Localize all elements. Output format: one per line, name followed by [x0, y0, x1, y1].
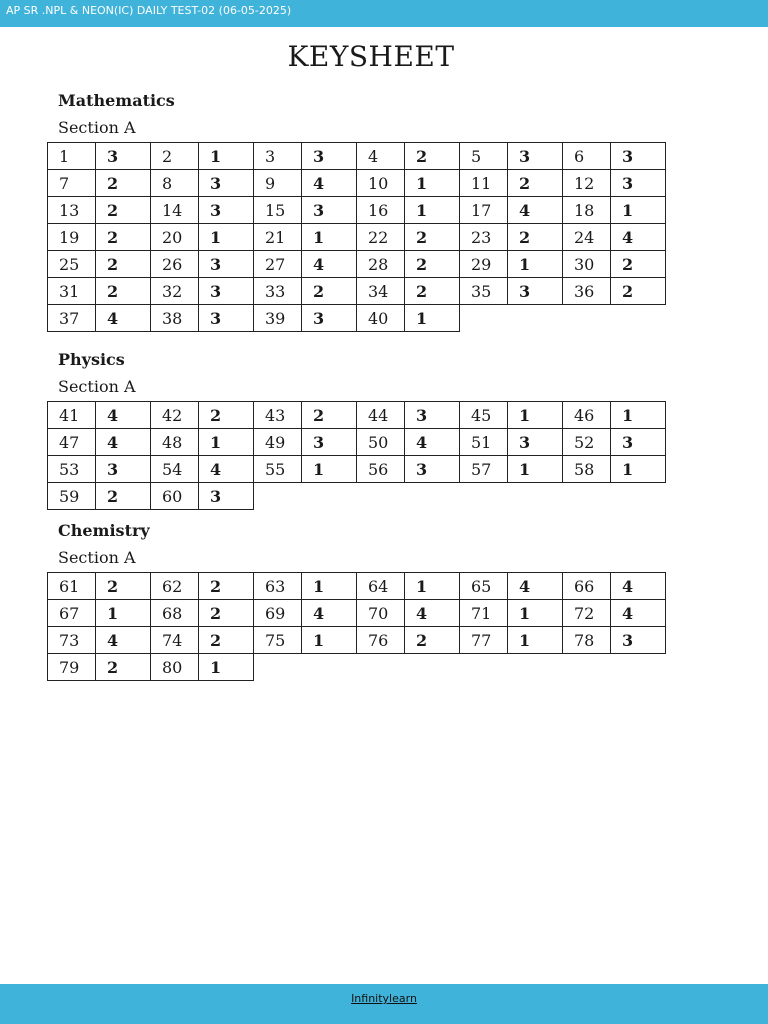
- answer-key: 2: [96, 278, 151, 305]
- table-row: [48, 456, 666, 483]
- answer-key: 1: [405, 197, 460, 224]
- answer-key: 3: [508, 278, 563, 305]
- question-number: 77: [460, 627, 508, 654]
- question-number: 58: [563, 456, 611, 483]
- answer-key: 3: [611, 170, 666, 197]
- question-number: 33: [254, 278, 302, 305]
- question-number: 30: [563, 251, 611, 278]
- table-row: [48, 143, 666, 170]
- question-number: 18: [563, 197, 611, 224]
- empty-cell: [460, 483, 508, 510]
- question-number: 64: [357, 573, 405, 600]
- question-number: 50: [357, 429, 405, 456]
- question-number: 55: [254, 456, 302, 483]
- answer-key: 3: [302, 197, 357, 224]
- question-number: 21: [254, 224, 302, 251]
- question-number: 35: [460, 278, 508, 305]
- table-row: [48, 429, 666, 456]
- empty-cell: [405, 483, 460, 510]
- empty-cell: [302, 483, 357, 510]
- question-number: 62: [151, 573, 199, 600]
- empty-cell: [508, 483, 563, 510]
- answer-key: 4: [199, 456, 254, 483]
- question-number: 46: [563, 402, 611, 429]
- answer-key: 4: [96, 627, 151, 654]
- empty-cell: [611, 305, 666, 332]
- table-row: [48, 573, 666, 600]
- question-number: 60: [151, 483, 199, 510]
- answer-key: 1: [302, 573, 357, 600]
- question-number: 76: [357, 627, 405, 654]
- answer-key: 1: [611, 456, 666, 483]
- question-number: 10: [357, 170, 405, 197]
- answer-key: 2: [199, 573, 254, 600]
- answer-key: 1: [508, 627, 563, 654]
- answer-key: 4: [96, 402, 151, 429]
- question-number: 34: [357, 278, 405, 305]
- question-number: 48: [151, 429, 199, 456]
- question-number: 25: [48, 251, 96, 278]
- answer-key: 1: [302, 627, 357, 654]
- table-row: [48, 627, 666, 654]
- footer-bar: [0, 984, 768, 1024]
- answer-key: 3: [405, 402, 460, 429]
- answer-key: 2: [96, 483, 151, 510]
- question-number: 36: [563, 278, 611, 305]
- answer-key: 3: [199, 170, 254, 197]
- question-number: 12: [563, 170, 611, 197]
- answer-key: 2: [611, 251, 666, 278]
- answer-key: 2: [96, 224, 151, 251]
- question-number: 31: [48, 278, 96, 305]
- footer-link[interactable]: Infinitylearn: [351, 992, 417, 1005]
- answer-key: 4: [508, 197, 563, 224]
- answer-key: 3: [199, 305, 254, 332]
- subject-heading: Mathematics: [58, 91, 175, 110]
- answer-key: 4: [611, 224, 666, 251]
- answer-key: 3: [199, 251, 254, 278]
- question-number: 19: [48, 224, 96, 251]
- question-number: 70: [357, 600, 405, 627]
- answer-key: 1: [508, 600, 563, 627]
- answer-key: 3: [508, 143, 563, 170]
- question-number: 9: [254, 170, 302, 197]
- answer-key: 4: [302, 170, 357, 197]
- empty-cell: [302, 654, 357, 681]
- question-number: 6: [563, 143, 611, 170]
- table-row: [48, 278, 666, 305]
- answer-key: 2: [199, 600, 254, 627]
- question-number: 44: [357, 402, 405, 429]
- question-number: 5: [460, 143, 508, 170]
- question-number: 59: [48, 483, 96, 510]
- answer-key: 4: [96, 429, 151, 456]
- question-number: 28: [357, 251, 405, 278]
- question-number: 15: [254, 197, 302, 224]
- answer-key: 2: [405, 627, 460, 654]
- question-number: 14: [151, 197, 199, 224]
- answer-key: 3: [199, 278, 254, 305]
- question-number: 38: [151, 305, 199, 332]
- question-number: 61: [48, 573, 96, 600]
- answer-key: 1: [405, 573, 460, 600]
- answer-key: 3: [302, 143, 357, 170]
- answer-key: 4: [508, 573, 563, 600]
- answer-key: 3: [302, 429, 357, 456]
- answer-key: 1: [508, 251, 563, 278]
- answer-key: 1: [302, 224, 357, 251]
- table-row: [48, 224, 666, 251]
- empty-cell: [254, 654, 302, 681]
- answer-key: 3: [508, 429, 563, 456]
- question-number: 7: [48, 170, 96, 197]
- table-row: [48, 251, 666, 278]
- empty-cell: [460, 654, 508, 681]
- answer-key: 1: [199, 224, 254, 251]
- table-row: [48, 197, 666, 224]
- question-number: 23: [460, 224, 508, 251]
- answer-key: 2: [508, 224, 563, 251]
- answer-key: 2: [96, 573, 151, 600]
- question-number: 68: [151, 600, 199, 627]
- answer-key: 2: [96, 170, 151, 197]
- question-number: 74: [151, 627, 199, 654]
- empty-cell: [357, 654, 405, 681]
- empty-cell: [254, 483, 302, 510]
- section-label: Section A: [58, 377, 136, 396]
- question-number: 27: [254, 251, 302, 278]
- question-number: 32: [151, 278, 199, 305]
- answer-key: 4: [611, 600, 666, 627]
- question-number: 2: [151, 143, 199, 170]
- question-number: 29: [460, 251, 508, 278]
- answer-key: 1: [405, 305, 460, 332]
- question-number: 73: [48, 627, 96, 654]
- question-number: 26: [151, 251, 199, 278]
- answer-key: 3: [302, 305, 357, 332]
- question-number: 72: [563, 600, 611, 627]
- question-number: 11: [460, 170, 508, 197]
- question-number: 37: [48, 305, 96, 332]
- answer-key: 2: [199, 627, 254, 654]
- question-number: 40: [357, 305, 405, 332]
- answer-key: 3: [199, 483, 254, 510]
- answer-key: 2: [405, 278, 460, 305]
- empty-cell: [357, 483, 405, 510]
- question-number: 75: [254, 627, 302, 654]
- answer-key: 4: [302, 251, 357, 278]
- subject-heading: Chemistry: [58, 521, 150, 540]
- answer-key: 2: [508, 170, 563, 197]
- answer-key: 2: [405, 251, 460, 278]
- answer-table-mathematics: [47, 142, 666, 332]
- answer-key: 3: [96, 456, 151, 483]
- table-row: [48, 170, 666, 197]
- empty-cell: [563, 483, 611, 510]
- answer-key: 2: [405, 143, 460, 170]
- question-number: 57: [460, 456, 508, 483]
- question-number: 51: [460, 429, 508, 456]
- answer-key: 1: [302, 456, 357, 483]
- empty-cell: [563, 305, 611, 332]
- question-number: 45: [460, 402, 508, 429]
- section-label: Section A: [58, 548, 136, 567]
- answer-key: 3: [405, 456, 460, 483]
- empty-cell: [611, 483, 666, 510]
- answer-key: 4: [302, 600, 357, 627]
- answer-key: 1: [508, 456, 563, 483]
- empty-cell: [563, 654, 611, 681]
- answer-key: 4: [96, 305, 151, 332]
- answer-key: 2: [302, 402, 357, 429]
- table-row: [48, 654, 666, 681]
- table-row: [48, 305, 666, 332]
- answer-key: 3: [611, 429, 666, 456]
- answer-table-chemistry: [47, 572, 666, 681]
- question-number: 16: [357, 197, 405, 224]
- question-number: 53: [48, 456, 96, 483]
- question-number: 54: [151, 456, 199, 483]
- question-number: 66: [563, 573, 611, 600]
- section-label: Section A: [58, 118, 136, 137]
- answer-key: 3: [611, 143, 666, 170]
- answer-key: 2: [199, 402, 254, 429]
- question-number: 13: [48, 197, 96, 224]
- header-text: AP SR .NPL & NEON(IC) DAILY TEST-02 (06-05-2025): [6, 4, 292, 17]
- empty-cell: [460, 305, 508, 332]
- empty-cell: [611, 654, 666, 681]
- subject-heading: Physics: [58, 350, 125, 369]
- answer-key: 4: [405, 429, 460, 456]
- question-number: 17: [460, 197, 508, 224]
- answer-key: 1: [199, 143, 254, 170]
- question-number: 24: [563, 224, 611, 251]
- answer-key: 1: [508, 402, 563, 429]
- answer-key: 1: [405, 170, 460, 197]
- question-number: 43: [254, 402, 302, 429]
- question-number: 78: [563, 627, 611, 654]
- empty-cell: [508, 305, 563, 332]
- answer-key: 1: [96, 600, 151, 627]
- page-title: KEYSHEET: [287, 40, 455, 73]
- question-number: 67: [48, 600, 96, 627]
- question-number: 1: [48, 143, 96, 170]
- answer-key: 2: [96, 654, 151, 681]
- answer-key: 4: [405, 600, 460, 627]
- header-bar: [0, 0, 768, 27]
- question-number: 22: [357, 224, 405, 251]
- answer-key: 4: [611, 573, 666, 600]
- question-number: 71: [460, 600, 508, 627]
- answer-key: 1: [199, 654, 254, 681]
- answer-key: 2: [96, 251, 151, 278]
- question-number: 8: [151, 170, 199, 197]
- question-number: 52: [563, 429, 611, 456]
- answer-key: 2: [96, 197, 151, 224]
- table-row: [48, 402, 666, 429]
- question-number: 47: [48, 429, 96, 456]
- answer-key: 3: [199, 197, 254, 224]
- answer-key: 3: [611, 627, 666, 654]
- question-number: 69: [254, 600, 302, 627]
- answer-key: 1: [199, 429, 254, 456]
- question-number: 56: [357, 456, 405, 483]
- empty-cell: [508, 654, 563, 681]
- question-number: 49: [254, 429, 302, 456]
- question-number: 65: [460, 573, 508, 600]
- question-number: 20: [151, 224, 199, 251]
- question-number: 41: [48, 402, 96, 429]
- answer-key: 2: [302, 278, 357, 305]
- question-number: 63: [254, 573, 302, 600]
- table-row: [48, 600, 666, 627]
- question-number: 4: [357, 143, 405, 170]
- answer-key: 1: [611, 197, 666, 224]
- question-number: 80: [151, 654, 199, 681]
- question-number: 42: [151, 402, 199, 429]
- empty-cell: [405, 654, 460, 681]
- answer-table-physics: [47, 401, 666, 510]
- answer-key: 3: [96, 143, 151, 170]
- question-number: 3: [254, 143, 302, 170]
- table-row: [48, 483, 666, 510]
- answer-key: 2: [611, 278, 666, 305]
- answer-key: 2: [405, 224, 460, 251]
- answer-key: 1: [611, 402, 666, 429]
- question-number: 79: [48, 654, 96, 681]
- question-number: 39: [254, 305, 302, 332]
